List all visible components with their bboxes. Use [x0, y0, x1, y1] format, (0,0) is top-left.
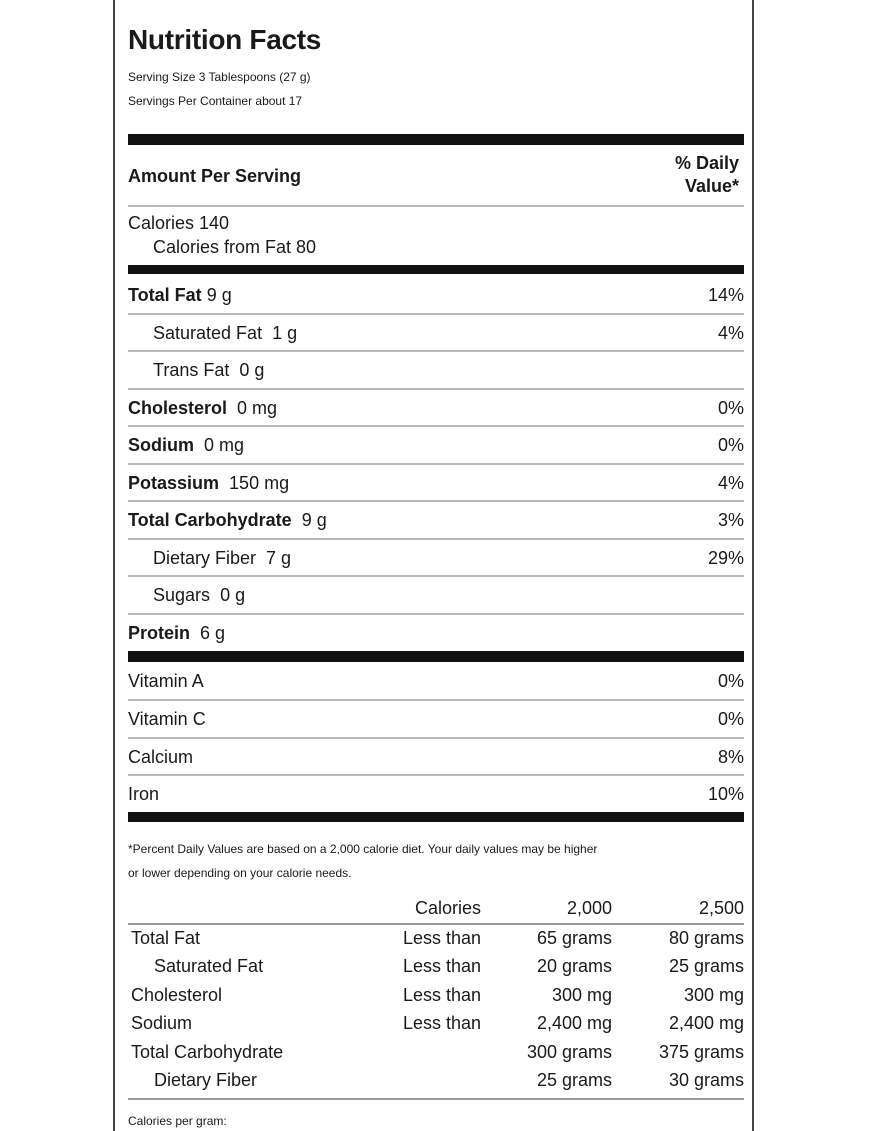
nutrient-amount: 0 mg — [204, 435, 245, 455]
vitamin-pct: 0% — [717, 709, 744, 729]
nutrient-pct: 14% — [707, 285, 744, 305]
nutrient-amount: 0 g — [239, 360, 265, 380]
footnote-line-1: *Percent Daily Values are based on a 2,000 calorie diet. Your daily values may be higher — [128, 842, 598, 856]
calories-from-fat: Calories from Fat 80 — [153, 237, 317, 257]
vitamin-row-a — [128, 663, 744, 701]
nutrient-row-protein — [128, 615, 744, 653]
nutrient-row-saturated-fat — [128, 315, 744, 353]
nutrient-pct: 4% — [717, 323, 744, 343]
nutrient-row-cholesterol — [128, 390, 744, 428]
dv-header-2500: 2,500 — [698, 898, 744, 918]
nutrient-label: Sugars — [153, 585, 211, 605]
vitamin-label: Calcium — [128, 747, 194, 767]
nutrient-row-dietary-fiber — [128, 540, 744, 578]
nutrition-label — [113, 0, 754, 1131]
thick-divider — [128, 134, 744, 145]
nutrient-pct: 0% — [717, 398, 744, 418]
dv-header-2000: 2,000 — [566, 898, 612, 918]
vitamin-pct: 0% — [717, 671, 744, 691]
calories-per-gram: Calories per gram: — [128, 1114, 227, 1128]
nutrient-label: Total Fat — [128, 285, 202, 305]
vitamin-row-calcium — [128, 739, 744, 777]
nutrient-amount: 0 mg — [237, 398, 278, 418]
nutrient-label: Dietary Fiber — [153, 548, 257, 568]
nutrient-amount: 6 g — [200, 623, 226, 643]
nutrient-row-sugars — [128, 577, 744, 615]
nutrient-pct: 4% — [717, 473, 744, 493]
daily-value-header — [675, 152, 739, 198]
nutrient-row-total-fat — [128, 277, 744, 315]
calories: Calories 140 — [128, 213, 230, 233]
amount-per-serving: Amount Per Serving — [128, 166, 302, 186]
vitamin-label: Iron — [128, 784, 160, 804]
nutrient-pct: 3% — [717, 510, 744, 530]
nutrient-row-total-carbohydrate — [128, 502, 744, 540]
thick-divider — [128, 651, 744, 662]
divider — [128, 205, 744, 207]
nutrient-row-potassium — [128, 465, 744, 503]
dv-header-calories: Calories — [414, 898, 481, 918]
nutrient-label: Saturated Fat — [153, 323, 263, 343]
daily-value-header-line-2: Value* — [684, 176, 739, 196]
nutrient-amount: 0 g — [220, 585, 246, 605]
nutrient-label: Cholesterol — [128, 398, 228, 418]
daily-value-table: Calories 2,000 2,500 Total Fat Less than 65 grams 80 grams Saturated Fat Less than 20 grams 25 grams Cholesterol Less than 300 mg 300 mg Sodium Less than 2,400 mg 2,400 mg Total Carbohydrate 300 grams 375 grams Dietary Fiber 25 grams 30 grams — [128, 896, 744, 1108]
footnote-line-2: or lower depending on your calorie needs. — [128, 866, 352, 880]
nutrient-label: Potassium — [128, 473, 220, 493]
nutrient-pct: 0% — [717, 435, 744, 455]
divider — [128, 1098, 744, 1100]
vitamin-pct: 10% — [707, 784, 744, 804]
thick-divider — [128, 265, 744, 274]
nutrient-label: Protein — [128, 623, 191, 643]
vitamin-pct: 8% — [717, 747, 744, 767]
nutrient-pct: 29% — [707, 548, 744, 568]
vitamin-label: Vitamin C — [128, 709, 206, 729]
vitamin-label: Vitamin A — [128, 671, 204, 691]
servings-per-container: Servings Per Container about 17 — [128, 94, 303, 108]
label-title: Nutrition Facts — [128, 24, 322, 55]
vitamin-row-c — [128, 701, 744, 739]
vitamin-row-iron — [128, 776, 744, 814]
nutrient-row-trans-fat — [128, 352, 744, 390]
nutrient-label: Trans Fat — [153, 360, 230, 380]
nutrient-amount: 9 g — [301, 510, 327, 530]
nutrient-label: Total Carbohydrate — [128, 510, 292, 530]
nutrient-amount: 9 g — [206, 285, 232, 305]
nutrient-row-sodium — [128, 427, 744, 465]
nutrient-amount: 1 g — [272, 323, 298, 343]
serving-size: Serving Size 3 Tablespoons (27 g) — [128, 70, 311, 84]
nutrient-amount: 150 mg — [229, 473, 290, 493]
thick-divider — [128, 812, 744, 822]
footnote — [128, 837, 744, 885]
nutrient-amount: 7 g — [266, 548, 292, 568]
daily-value-header-line-1: % Daily — [674, 153, 739, 173]
nutrient-label: Sodium — [128, 435, 194, 455]
table-header-divider — [128, 923, 744, 925]
